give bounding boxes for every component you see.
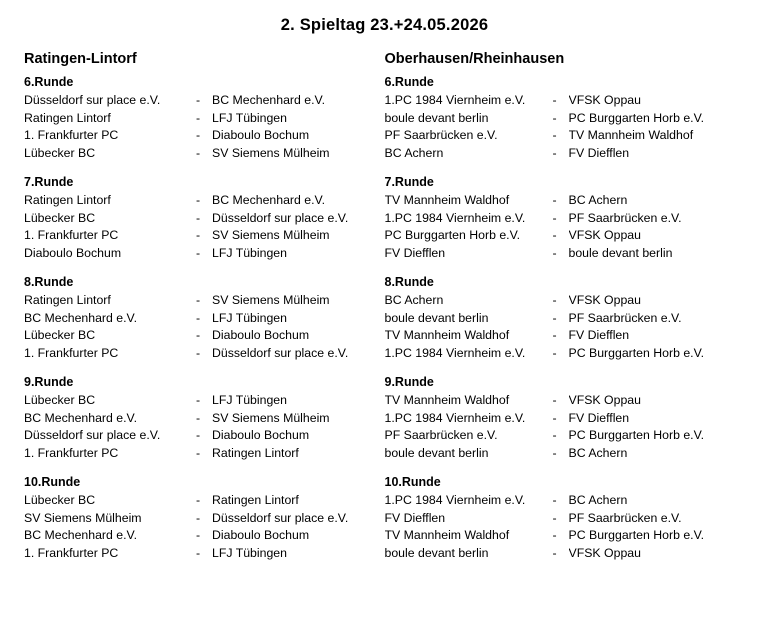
- match-row: [24, 310, 385, 328]
- match-row: [24, 327, 385, 345]
- match-row: [24, 492, 385, 510]
- home-team: BC Achern: [384, 145, 444, 160]
- match-separator: -: [552, 410, 557, 425]
- away-team: PF Saarbrücken e.V.: [568, 210, 682, 225]
- match-row: [24, 145, 385, 163]
- home-team: boule devant berlin: [384, 310, 489, 325]
- home-team: 1. Frankfurter PC: [24, 228, 119, 242]
- match-row: [24, 245, 385, 263]
- match-row: [24, 510, 385, 528]
- home-team: SV Siemens Mülheim: [24, 510, 142, 525]
- page-title: 2. Spieltag 23.+24.05.2026: [280, 16, 489, 34]
- home-team: BC Mechenhard e.V.: [24, 410, 138, 425]
- match-row: [385, 445, 752, 463]
- match-separator: -: [196, 510, 201, 525]
- away-team: Diaboulo Bochum: [212, 328, 310, 342]
- home-team: Diaboulo Bochum: [24, 245, 122, 260]
- home-team: 1. Frankfurter PC: [24, 445, 119, 460]
- home-team: PF Saarbrücken e.V.: [384, 128, 498, 142]
- match-separator: -: [196, 528, 201, 542]
- home-team: 1.PC 1984 Viernheim e.V.: [384, 493, 526, 507]
- round-title: 8.Runde: [24, 275, 74, 289]
- match-row: [24, 427, 385, 445]
- away-team: Diaboulo Bochum: [212, 528, 310, 542]
- away-team: PF Saarbrücken e.V.: [568, 310, 682, 325]
- venue-column-ratingen-lintorf: [18, 51, 385, 575]
- away-team: PC Burggarten Horb e.V.: [568, 528, 705, 542]
- home-team: Ratingen Lintorf: [24, 293, 111, 307]
- home-team: 1.PC 1984 Viernheim e.V.: [384, 210, 526, 225]
- match-row: [24, 545, 385, 563]
- home-team: Lübecker BC: [24, 145, 96, 160]
- match-separator: -: [552, 193, 557, 207]
- away-team: Ratingen Lintorf: [212, 445, 299, 460]
- away-team: PC Burggarten Horb e.V.: [568, 110, 705, 125]
- match-separator: -: [196, 345, 201, 360]
- round-title: 6.Runde: [384, 75, 434, 89]
- round-block: [385, 375, 752, 462]
- home-team: FV Diefflen: [384, 245, 446, 260]
- home-team: BC Mechenhard e.V.: [24, 528, 138, 542]
- home-team: Düsseldorf sur place e.V.: [24, 93, 161, 107]
- venue-title: Ratingen-Lintorf: [24, 51, 137, 67]
- away-team: TV Mannheim Waldhof: [568, 128, 694, 142]
- home-team: Lübecker BC: [24, 210, 96, 225]
- match-separator: -: [552, 145, 557, 160]
- match-separator: -: [196, 393, 201, 407]
- away-team: VFSK Oppau: [568, 93, 641, 107]
- match-separator: -: [196, 428, 201, 442]
- match-separator: -: [196, 145, 201, 160]
- match-separator: -: [196, 293, 201, 307]
- away-team: BC Mechenhard e.V.: [212, 93, 326, 107]
- match-separator: -: [552, 510, 557, 525]
- match-separator: -: [196, 310, 201, 325]
- match-separator: -: [196, 128, 201, 142]
- away-team: BC Achern: [568, 493, 628, 507]
- round-block: [385, 475, 752, 562]
- match-separator: -: [196, 410, 201, 425]
- match-separator: -: [552, 310, 557, 325]
- round-block: [24, 375, 385, 462]
- match-row: [385, 127, 752, 145]
- away-team: PC Burggarten Horb e.V.: [568, 345, 705, 360]
- home-team: 1. Frankfurter PC: [24, 345, 119, 360]
- match-row: [385, 327, 752, 345]
- match-row: [24, 110, 385, 128]
- match-row: [385, 427, 752, 445]
- away-team: Diaboulo Bochum: [212, 128, 310, 142]
- match-separator: -: [552, 428, 557, 442]
- match-row: [385, 410, 752, 428]
- round-block: [24, 175, 385, 262]
- home-team: Lübecker BC: [24, 393, 96, 407]
- away-team: LFJ Tübingen: [212, 393, 287, 407]
- home-team: TV Mannheim Waldhof: [384, 393, 510, 407]
- away-team: LFJ Tübingen: [212, 110, 287, 125]
- round-block: [385, 175, 752, 262]
- round-title: 10.Runde: [384, 475, 441, 489]
- match-row: [385, 492, 752, 510]
- away-team: FV Diefflen: [568, 145, 630, 160]
- away-team: LFJ Tübingen: [212, 310, 287, 325]
- match-separator: -: [552, 110, 557, 125]
- round-title: 6.Runde: [24, 75, 74, 89]
- match-separator: -: [196, 210, 201, 225]
- home-team: TV Mannheim Waldhof: [384, 528, 510, 542]
- away-team: BC Achern: [568, 445, 628, 460]
- away-team: FV Diefflen: [568, 410, 630, 425]
- home-team: BC Achern: [384, 293, 444, 307]
- match-separator: -: [552, 528, 557, 542]
- home-team: 1. Frankfurter PC: [24, 128, 119, 142]
- round-title: 8.Runde: [384, 275, 434, 289]
- venue-column-oberhausen-rheinhausen: [385, 51, 752, 575]
- match-row: [24, 392, 385, 410]
- round-title: 9.Runde: [384, 375, 434, 389]
- round-block: [24, 275, 385, 362]
- match-row: [24, 127, 385, 145]
- match-separator: -: [196, 245, 201, 260]
- match-row: [385, 245, 752, 263]
- match-row: [385, 227, 752, 245]
- match-row: [385, 145, 752, 163]
- match-row: [385, 210, 752, 228]
- away-team: PF Saarbrücken e.V.: [568, 510, 682, 525]
- round-title: 10.Runde: [24, 475, 81, 489]
- home-team: TV Mannheim Waldhof: [384, 193, 510, 207]
- away-team: PC Burggarten Horb e.V.: [568, 428, 705, 442]
- match-separator: -: [196, 493, 201, 507]
- match-row: [385, 527, 752, 545]
- match-row: [385, 292, 752, 310]
- away-team: FV Diefflen: [568, 328, 630, 342]
- away-team: Diaboulo Bochum: [212, 428, 310, 442]
- away-team: VFSK Oppau: [568, 545, 641, 560]
- match-separator: -: [552, 545, 557, 560]
- away-team: Düsseldorf sur place e.V.: [212, 210, 349, 225]
- away-team: SV Siemens Mülheim: [212, 228, 330, 242]
- match-row: [385, 345, 752, 363]
- round-block: [24, 475, 385, 562]
- match-separator: -: [552, 245, 557, 260]
- match-separator: -: [196, 328, 201, 342]
- match-row: [385, 510, 752, 528]
- match-row: [385, 92, 752, 110]
- away-team: SV Siemens Mülheim: [212, 293, 330, 307]
- home-team: PF Saarbrücken e.V.: [384, 428, 498, 442]
- round-block: [385, 75, 752, 162]
- match-separator: -: [552, 210, 557, 225]
- match-separator: -: [552, 445, 557, 460]
- away-team: VFSK Oppau: [568, 228, 641, 242]
- away-team: SV Siemens Mülheim: [212, 145, 330, 160]
- home-team: 1.PC 1984 Viernheim e.V.: [384, 93, 526, 107]
- match-separator: -: [196, 110, 201, 125]
- away-team: boule devant berlin: [568, 245, 673, 260]
- match-separator: -: [196, 445, 201, 460]
- match-row: [24, 227, 385, 245]
- match-separator: -: [196, 228, 201, 242]
- match-separator: -: [552, 228, 557, 242]
- match-separator: -: [552, 328, 557, 342]
- match-row: [385, 192, 752, 210]
- away-team: LFJ Tübingen: [212, 545, 287, 560]
- match-separator: -: [552, 393, 557, 407]
- away-team: Düsseldorf sur place e.V.: [212, 345, 349, 360]
- round-title: 9.Runde: [24, 375, 74, 389]
- match-row: [24, 92, 385, 110]
- round-block: [24, 75, 385, 162]
- away-team: LFJ Tübingen: [212, 245, 287, 260]
- home-team: PC Burggarten Horb e.V.: [384, 228, 521, 242]
- match-row: [24, 292, 385, 310]
- match-separator: -: [196, 545, 201, 560]
- match-row: [385, 545, 752, 563]
- match-row: [24, 445, 385, 463]
- away-team: VFSK Oppau: [568, 293, 641, 307]
- match-separator: -: [552, 345, 557, 360]
- home-team: boule devant berlin: [384, 545, 489, 560]
- away-team: Düsseldorf sur place e.V.: [212, 510, 349, 525]
- away-team: Ratingen Lintorf: [212, 493, 299, 507]
- match-separator: -: [552, 293, 557, 307]
- home-team: 1.PC 1984 Viernheim e.V.: [384, 410, 526, 425]
- match-row: [385, 310, 752, 328]
- home-team: Ratingen Lintorf: [24, 193, 111, 207]
- home-team: boule devant berlin: [384, 445, 489, 460]
- match-row: [385, 392, 752, 410]
- match-separator: -: [196, 193, 201, 207]
- match-row: [385, 110, 752, 128]
- away-team: VFSK Oppau: [568, 393, 641, 407]
- away-team: BC Mechenhard e.V.: [212, 193, 326, 207]
- home-team: BC Mechenhard e.V.: [24, 310, 138, 325]
- match-row: [24, 527, 385, 545]
- match-row: [24, 210, 385, 228]
- round-title: 7.Runde: [384, 175, 434, 189]
- venue-title: Oberhausen/Rheinhausen: [384, 51, 565, 67]
- away-team: SV Siemens Mülheim: [212, 410, 330, 425]
- match-row: [24, 345, 385, 363]
- venue-columns: [18, 51, 751, 575]
- away-team: BC Achern: [568, 193, 628, 207]
- home-team: FV Diefflen: [384, 510, 446, 525]
- round-block: [385, 275, 752, 362]
- home-team: 1. Frankfurter PC: [24, 545, 119, 560]
- match-separator: -: [552, 93, 557, 107]
- home-team: TV Mannheim Waldhof: [384, 328, 510, 342]
- round-title: 7.Runde: [24, 175, 74, 189]
- match-row: [24, 410, 385, 428]
- home-team: 1.PC 1984 Viernheim e.V.: [384, 345, 526, 360]
- home-team: Lübecker BC: [24, 328, 96, 342]
- match-row: [24, 192, 385, 210]
- match-separator: -: [552, 128, 557, 142]
- home-team: Düsseldorf sur place e.V.: [24, 428, 161, 442]
- home-team: boule devant berlin: [384, 110, 489, 125]
- home-team: Ratingen Lintorf: [24, 110, 111, 125]
- match-separator: -: [552, 493, 557, 507]
- match-separator: -: [196, 93, 201, 107]
- home-team: Lübecker BC: [24, 493, 96, 507]
